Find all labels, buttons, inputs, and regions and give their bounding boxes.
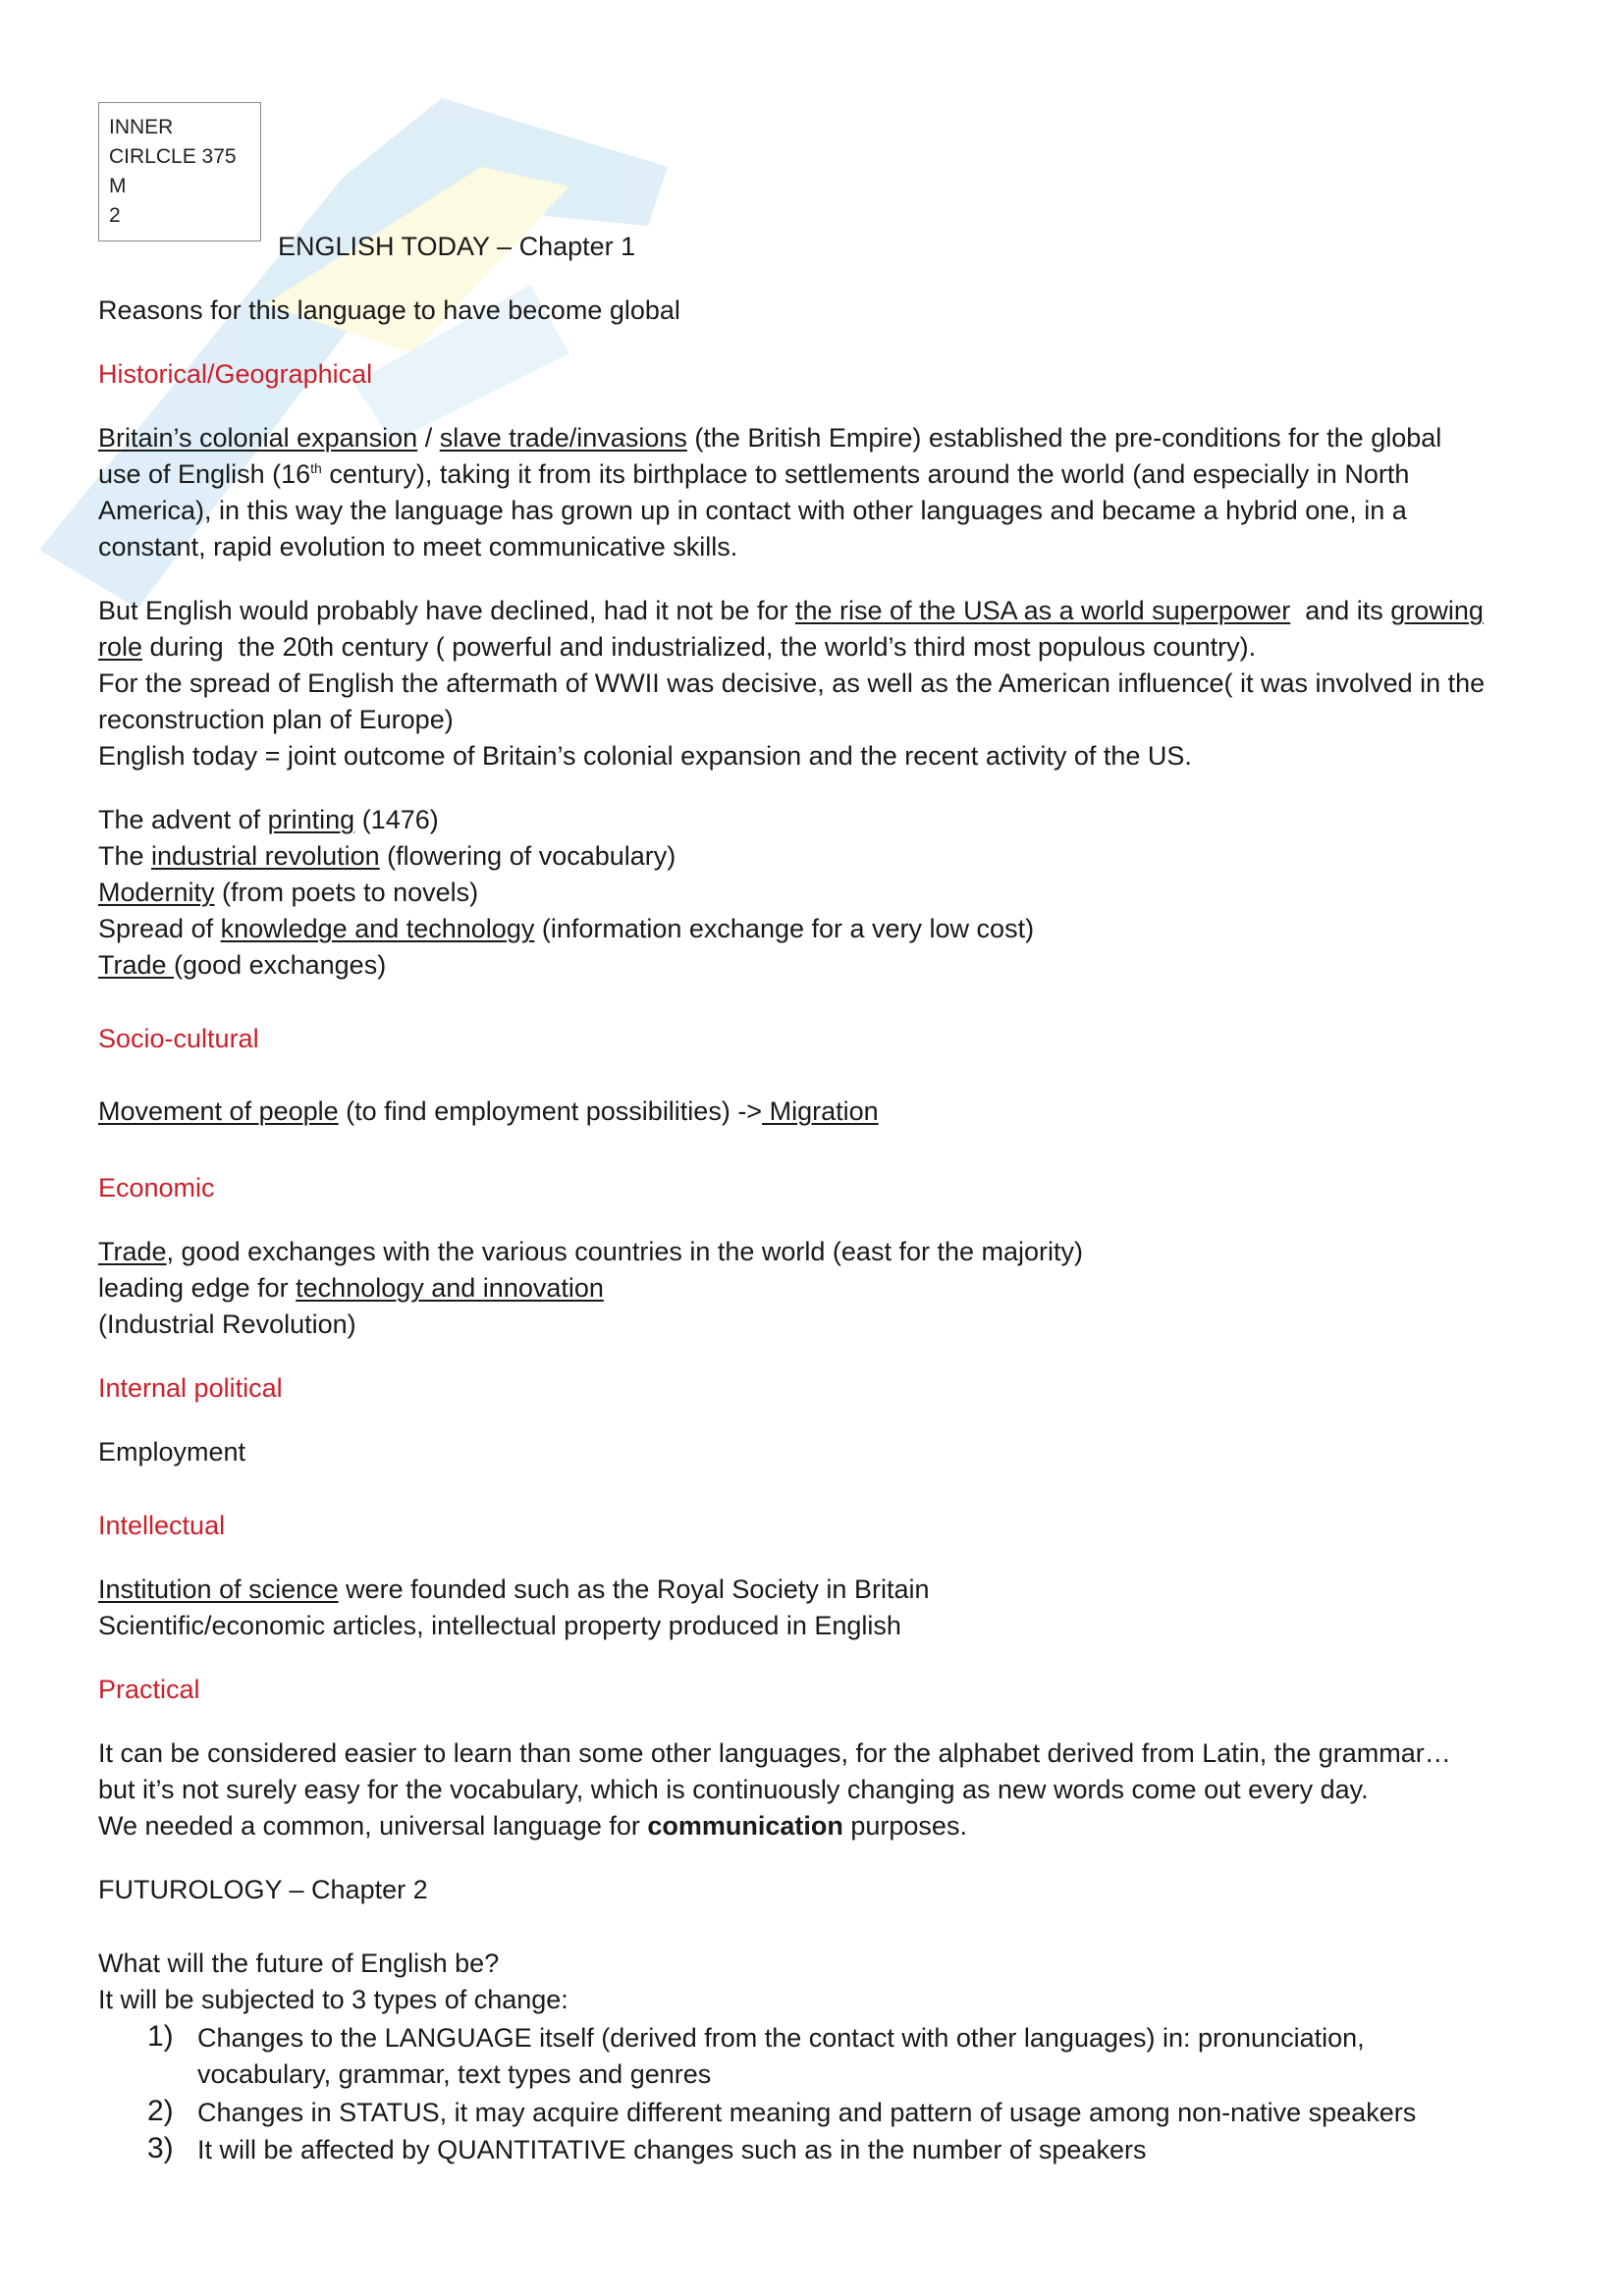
chapter2-item2: Changes in STATUS, it may acquire different meaning and pattern of usage among non-native speakers bbox=[197, 2098, 1417, 2127]
underline-role: role bbox=[98, 632, 143, 662]
historical-p2-line4: reconstruction plan of Europe) bbox=[98, 705, 454, 734]
heading-practical: Practical bbox=[98, 1675, 200, 1704]
underline-colonial: Britain’s colonial expansion bbox=[98, 423, 418, 453]
box-line-4: 2 bbox=[109, 204, 121, 227]
historical-p2-line2: role during the 20th century ( powerful and industrialized, the world’s third most populous country). bbox=[98, 632, 1257, 662]
list-item-trade: Trade (good exchanges) bbox=[98, 950, 387, 980]
chapter2-title: FUTUROLOGY – Chapter 2 bbox=[98, 1875, 428, 1904]
practical-line2: but it’s not surely easy for the vocabulary, which is continuously changing as new words come out every day. bbox=[98, 1775, 1369, 1804]
chapter2-item1-line2: vocabulary, grammar, text types and genres bbox=[197, 2059, 712, 2089]
historical-p2-line3: For the spread of English the aftermath of WWII was decisive, as well as the American influence( it was involved in the bbox=[98, 668, 1486, 698]
historical-p2-line5: English today = joint outcome of Britain’s colonial expansion and the recent activity of the US. bbox=[98, 741, 1192, 771]
historical-p1-line4: constant, rapid evolution to meet communicative skills. bbox=[98, 532, 738, 561]
practical-line3: We needed a common, universal language for communication purposes. bbox=[98, 1811, 967, 1841]
internal-text: Employment bbox=[98, 1437, 246, 1467]
list-number-1: 1) bbox=[147, 2020, 174, 2053]
list-item-knowledge: Spread of knowledge and technology (information exchange for a very low cost) bbox=[98, 914, 1035, 943]
economic-line1: Trade, good exchanges with the various countries in the world (east for the majority) bbox=[98, 1237, 1083, 1266]
underline-usa: the rise of the USA as a world superpower bbox=[794, 596, 1291, 625]
list-item-modernity: Modernity (from poets to novels) bbox=[98, 878, 479, 907]
heading-internal-political: Internal political bbox=[98, 1373, 283, 1403]
inner-circle-box bbox=[98, 102, 261, 241]
heading-intellectual: Intellectual bbox=[98, 1511, 226, 1540]
chapter2-question: What will the future of English be? bbox=[98, 1949, 500, 1978]
list-number-2: 2) bbox=[147, 2095, 174, 2127]
list-number-3: 3) bbox=[147, 2132, 174, 2164]
box-line-1: INNER bbox=[109, 116, 174, 138]
economic-line2: leading edge for technology and innovation bbox=[98, 1273, 604, 1303]
historical-p1-line3: America), in this way the language has grown up in contact with other languages and became a hybrid one, in a bbox=[98, 496, 1407, 525]
socio-line: Movement of people (to find employment possibilities) -> Migration bbox=[98, 1096, 879, 1126]
box-line-2: CIRLCLE 375 bbox=[109, 145, 237, 168]
chapter2-item3: It will be affected by QUANTITATIVE changes such as in the number of speakers bbox=[197, 2135, 1147, 2164]
chapter2-intro: It will be subjected to 3 types of change: bbox=[98, 1985, 568, 2014]
heading-economic: Economic bbox=[98, 1173, 215, 1202]
practical-line1: It can be considered easier to learn than some other languages, for the alphabet derived from Latin, the grammar… bbox=[98, 1738, 1451, 1768]
historical-p1-line1: Britain’s colonial expansion / slave trade/invasions (the British Empire) established the pre-conditions for the global bbox=[98, 423, 1442, 453]
historical-p2-line1: But English would probably have declined, had it not be for the rise of the USA as a world superpower and its growing bbox=[98, 596, 1484, 625]
list-item-industrial: The industrial revolution (flowering of vocabulary) bbox=[98, 841, 676, 871]
intellectual-line1: Institution of science were founded such as the Royal Society in Britain bbox=[98, 1575, 930, 1604]
box-line-3: M bbox=[109, 175, 127, 197]
intro-text: Reasons for this language to have become global bbox=[98, 295, 680, 325]
list-item-printing: The advent of printing (1476) bbox=[98, 805, 439, 834]
page-title: ENGLISH TODAY – Chapter 1 bbox=[278, 232, 636, 261]
chapter2-item1-line1: Changes to the LANGUAGE itself (derived from the contact with other languages) in: pronunciation, bbox=[197, 2023, 1365, 2053]
heading-historical: Historical/Geographical bbox=[98, 359, 373, 389]
underline-growing: growing bbox=[1390, 596, 1484, 625]
historical-p1-line2: use of English (16th century), taking it from its birthplace to settlements around the world (and especially in North bbox=[98, 459, 1410, 489]
underline-slave-trade: slave trade/invasions bbox=[439, 423, 687, 453]
heading-socio-cultural: Socio-cultural bbox=[98, 1024, 259, 1053]
economic-line3: (Industrial Revolution) bbox=[98, 1309, 356, 1339]
intellectual-line2: Scientific/economic articles, intellectual property produced in English bbox=[98, 1611, 901, 1640]
